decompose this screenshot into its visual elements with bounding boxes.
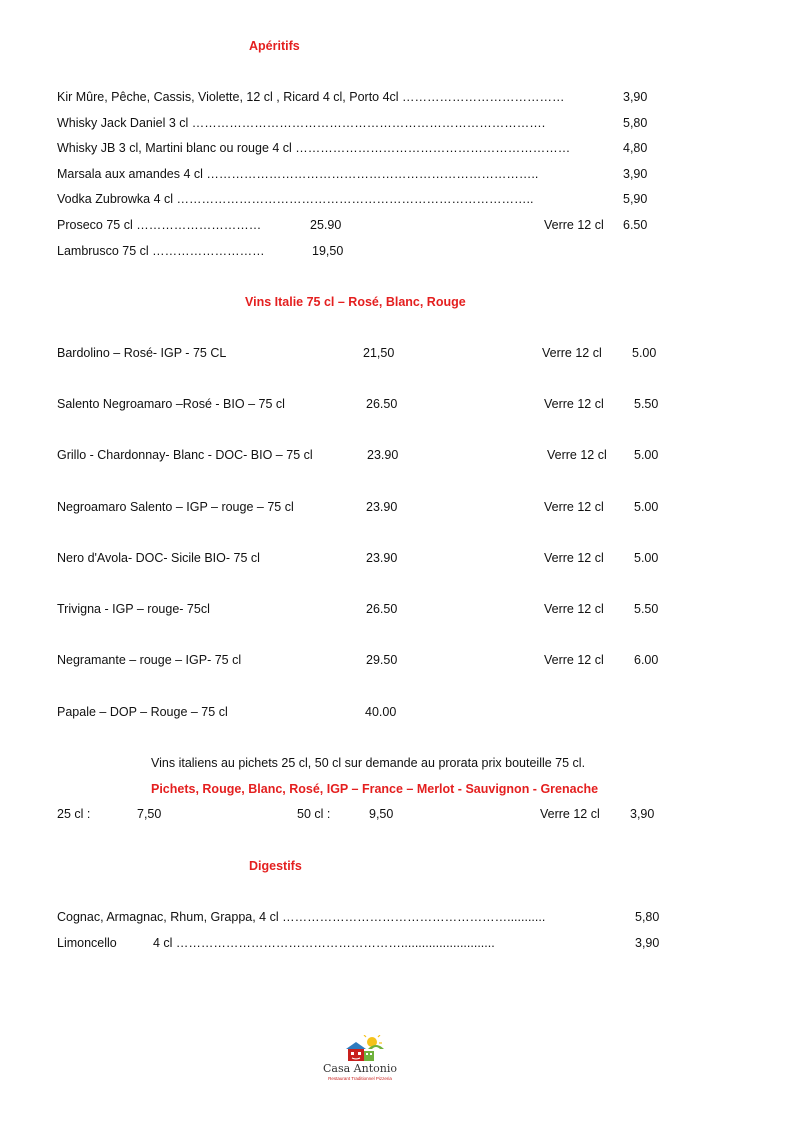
section-title-aperitifs: Apéritifs bbox=[249, 39, 300, 53]
menu-item-label: Whisky JB 3 cl, Martini blanc ou rouge 4 cl ………………………………………………………… bbox=[57, 141, 571, 155]
menu-item-label: Kir Mûre, Pêche, Cassis, Violette, 12 cl , Ricard 4 cl, Porto 4cl ………………………………… bbox=[57, 90, 565, 104]
menu-item-label: Proseco 75 cl ………………………… bbox=[57, 218, 262, 232]
menu-item-name: Limoncello bbox=[57, 936, 117, 950]
glass-price: 6.50 bbox=[623, 218, 648, 232]
section-title-digestifs: Digestifs bbox=[249, 859, 302, 873]
wine-name: Bardolino – Rosé- IGP - 75 CL bbox=[57, 346, 227, 360]
menu-item-price: 5,80 bbox=[623, 116, 648, 130]
pitcher-25-price: 7,50 bbox=[137, 807, 162, 821]
menu-item-price: 3,90 bbox=[623, 90, 648, 104]
menu-item-label: 4 cl ………………………………………………........................... bbox=[153, 936, 495, 950]
menu-item-label: Whisky Jack Daniel 3 cl …………………………………………………………………………. bbox=[57, 116, 546, 130]
wine-name: Papale – DOP – Rouge – 75 cl bbox=[57, 705, 228, 719]
menu-item-price: 5,80 bbox=[635, 910, 660, 924]
pitcher-note: Vins italiens au pichets 25 cl, 50 cl sur demande au prorata prix bouteille 75 cl. bbox=[151, 756, 586, 770]
bottle-price: 26.50 bbox=[366, 602, 398, 616]
logo-house-icon bbox=[318, 1035, 402, 1063]
glass-label: Verre 12 cl bbox=[547, 448, 607, 462]
wine-name: Negramante – rouge – IGP- 75 cl bbox=[57, 653, 242, 667]
bottle-price: 19,50 bbox=[312, 244, 344, 258]
pitcher-50-label: 50 cl : bbox=[297, 807, 331, 821]
pitcher-50-price: 9,50 bbox=[369, 807, 394, 821]
glass-label: Verre 12 cl bbox=[544, 602, 604, 616]
glass-label: Verre 12 cl bbox=[544, 218, 604, 232]
logo-name: Casa Antonio bbox=[323, 1062, 397, 1075]
menu-item-label: Marsala aux amandes 4 cl …………………………………………………………………….. bbox=[57, 167, 539, 181]
menu-item-label: Vodka Zubrowka 4 cl ………………………………………………………………………….. bbox=[57, 192, 534, 206]
section-title-vins-italie: Vins Italie 75 cl – Rosé, Blanc, Rouge bbox=[245, 295, 466, 309]
wine-name: Nero d'Avola- DOC- Sicile BIO- 75 cl bbox=[57, 551, 260, 565]
bottle-price: 40.00 bbox=[365, 705, 397, 719]
wine-name: Salento Negroamaro –Rosé - BIO – 75 cl bbox=[57, 397, 285, 411]
wine-name: Grillo - Chardonnay- Blanc - DOC- BIO – 75 cl bbox=[57, 448, 313, 462]
bottle-price: 25.90 bbox=[310, 218, 342, 232]
menu-item-price: 4,80 bbox=[623, 141, 648, 155]
glass-price: 5.00 bbox=[634, 551, 659, 565]
bottle-price: 26.50 bbox=[366, 397, 398, 411]
glass-label: Verre 12 cl bbox=[540, 807, 600, 821]
glass-label: Verre 12 cl bbox=[544, 653, 604, 667]
wine-name: Negroamaro Salento – IGP – rouge – 75 cl bbox=[57, 500, 294, 514]
glass-price: 5.00 bbox=[634, 500, 659, 514]
pitcher-25-label: 25 cl : bbox=[57, 807, 91, 821]
menu-item-price: 3,90 bbox=[623, 167, 648, 181]
wine-name: Trivigna - IGP – rouge- 75cl bbox=[57, 602, 210, 616]
glass-price: 5.50 bbox=[634, 397, 659, 411]
glass-label: Verre 12 cl bbox=[544, 397, 604, 411]
bottle-price: 21,50 bbox=[363, 346, 395, 360]
menu-item-label: Cognac, Armagnac, Rhum, Grappa, 4 cl ………………………………………………........... bbox=[57, 910, 546, 924]
glass-label: Verre 12 cl bbox=[542, 346, 602, 360]
menu-item-label: Lambrusco 75 cl ……………………… bbox=[57, 244, 265, 258]
glass-price: 3,90 bbox=[630, 807, 655, 821]
glass-price: 5.50 bbox=[634, 602, 659, 616]
bottle-price: 29.50 bbox=[366, 653, 398, 667]
glass-price: 5.00 bbox=[634, 448, 659, 462]
glass-label: Verre 12 cl bbox=[544, 551, 604, 565]
section-title-pichets: Pichets, Rouge, Blanc, Rosé, IGP – France – Merlot - Sauvignon - Grenache bbox=[151, 782, 599, 796]
glass-price: 5.00 bbox=[632, 346, 657, 360]
glass-label: Verre 12 cl bbox=[544, 500, 604, 514]
logo-tagline: Restaurant Traditionnel Pizzeria bbox=[328, 1076, 392, 1081]
bottle-price: 23.90 bbox=[366, 500, 398, 514]
bottle-price: 23.90 bbox=[366, 551, 398, 565]
bottle-price: 23.90 bbox=[367, 448, 399, 462]
restaurant-logo bbox=[318, 1035, 402, 1087]
menu-item-price: 3,90 bbox=[635, 936, 660, 950]
glass-price: 6.00 bbox=[634, 653, 659, 667]
menu-item-price: 5,90 bbox=[623, 192, 648, 206]
